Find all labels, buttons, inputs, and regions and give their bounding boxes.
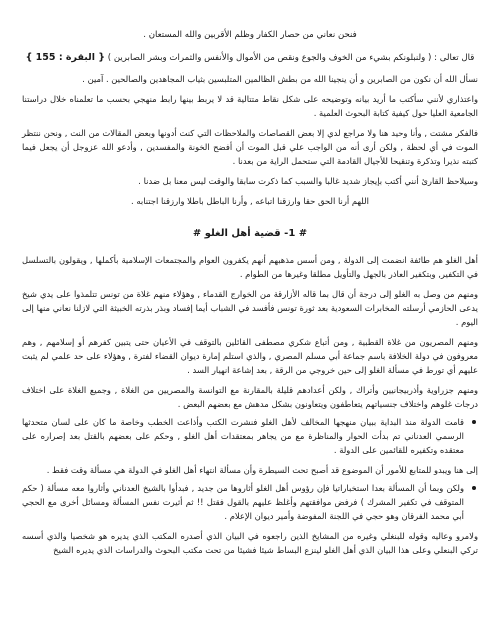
paragraph-apology: واعتذاري لأنني سأكتب ما أريد بيانه وتوضيحه على شكل نقاط متتالية قد لا يربط بينها رابط منهجي بحسب ما تعلمناه خلال دراستنا الجامعية العليا حول كيفية كتابة البحوث العلمية . (22, 94, 478, 118)
paragraph-tunisian-extremists: ومنهم من وصل به الغلو إلى درجة أن قال بما قاله الأزارقة من الخوارج القدماء , وهؤلاء منهم غلاة من تونس تتلمذوا على يدي شيخ يدعى الحازمي أرسلته المخابرات السعودية بعد ثورة تونس فأفسد في الشباب أيما إفساد وبذر بذرته الخبيثة التي لازلنا نعاني منها إلى اليوم . (22, 289, 478, 327)
verse-reference: { البقرة : 155 } (25, 52, 106, 63)
paragraph-circumstances: فالفكر مشتت , وأنا وحيد هنا ولا مراجع لدي إلا بعض القصاصات والملاحظات التي كنت أدونها وبعض المقالات من النت , ونحن ننتظر الموت في أي لحظة , ولكن أرى أنه من الواجب علي قبل الموت أن أفضح الخونة والمفسدين , وأدعو الله عزوجل أن يجعل فيما كتبته نذيرا وتذكرة وتنقيحا للأجيال القادمة التي ستحمل الراية من بعدنا . (22, 128, 478, 166)
paragraph-brevity-note: وسيلاحظ القارئ أنني أكتب بإيجاز شديد غالبا والسبب كما ذكرت سابقا والوقت ليس معنا بل ضدنا . (138, 176, 478, 186)
bullet-list-1 (22, 415, 478, 457)
paragraph-other-nationalities: ومنهم جزراوية وأذربيجانيين وأتراك , ولكن أعدادهم قليلة بالمقارنة مع التوانسة والمصريين من الغلاة , وجميع الغلاة على اختلاف درجات غلوهم واختلاف جنسياتهم يتعاطفون ويتعاونون بشكل مدهش مع بعضهم البعض . (22, 385, 478, 409)
verse-text: قال تعالى : ( ولنبلونكم بشيء من الخوف والجوع ونقص من الأموال والأنفس والثمرات وبشر الصابرين ) (105, 53, 475, 63)
bullet-item-state-position: قامت الدولة منذ البداية ببيان منهجها المخالف لأهل الغلو فنشرت الكتب وأذاعت الخطب وخاصة ما كان على لسان متحدثها الرسمي العدناني تم بدأت الحوار والمناظرة مع من يجاهر بمعتقدات أهل الغلو , وحكم على بعضهم بالقتل بعد إصراره على معتقده وتكفيره للقائمين على الدولة . (22, 417, 464, 455)
closing-prayer: اللهم أرنا الحق حقا وارزقنا اتباعه , وأرنا الباطل باطلا وارزقنا اجتنابه . (131, 196, 369, 206)
paragraph-definition: أهل الغلو هم طائفة انضمت إلى الدولة , ومن أسس مذهبهم أنهم يكفرون العوام والمجتمعات الإسلامية بأكملها , ويقولون بالتسلسل في التكفير, وبتكفير العاذر بالجهل والتأويل مطلقا وغيرها من الطوام . (22, 255, 478, 279)
paragraph-apparent-control: إلى هنا ويبدو للمتابع للأمور أن الموضوع قد أصبح تحت السيطرة وأن مسألة انتهاء أهل الغلو في الدولة هي مسألة وقت فقط . (46, 465, 478, 475)
paragraph-egyptian-extremists: ومنهم المصريون من غلاة القطبية , ومن أتباع شكري مصطفى القائلين بالتوقف في الأعيان حتى يتبين كفرهم أو إسلامهم , وهم معروفون في دولة الخلافة باسم جماعة أبي مسلم المصري , والذي استلم إمارة ديوان القضاء لفترة , وهؤلاء على حد علمي لم يثبت عليهم أي تورط في مسألة الغلو إلى حين خروجي من الرقة , بعد إشاعة انهيار السد . (22, 337, 478, 375)
bullet-item-intelligence-dimension: ولكن وبما أن المسألة بعدا استخباراتيا فإن رؤوس أهل الغلو أثاروها من جديد , فبدأوا بالشيخ العدناني وأثاروا معه مسألة ( حكم المتوقف في تكفير المشرك ) فرفض موافقتهم وأغلظ عليهم بالقول فقتل !! ثم أثيرت نفس المسألة ومسائل أخرى مع الحجي أبي محمد الفرقان وهو حجي في اللجنة المفوضة وأمير ديوان الإعلام . (22, 483, 464, 521)
paragraph-prayer-patience: نسأل الله أن نكون من الصابرين و أن ينجينا الله من بطش الظالمين المتلبسين بثياب المجاهدين والصالحين . آمين . (82, 74, 478, 84)
section-heading: # 1- قضية أهل الغلو # (192, 228, 308, 239)
quran-verse (22, 50, 478, 66)
paragraph-continuation: ولامرو وعاليه وقوله للبنغلي وغيره من المشايخ الذين راجعوه في البيان الذي أصدره المكتب الذي يديره هو شخصيا والذي أسسه تركي البنعلي وعلى هذا البيان الذي أهل الغلو لينزع البساط شيئا فشيئا من تحت مكتب البحوث والدراسات الذي يديره الشيخ (22, 531, 478, 555)
opening-line: فنحن نعاني من حصار الكفار وظلم الأقربين والله المستعان . (143, 30, 357, 40)
bullet-list-2 (22, 481, 478, 523)
